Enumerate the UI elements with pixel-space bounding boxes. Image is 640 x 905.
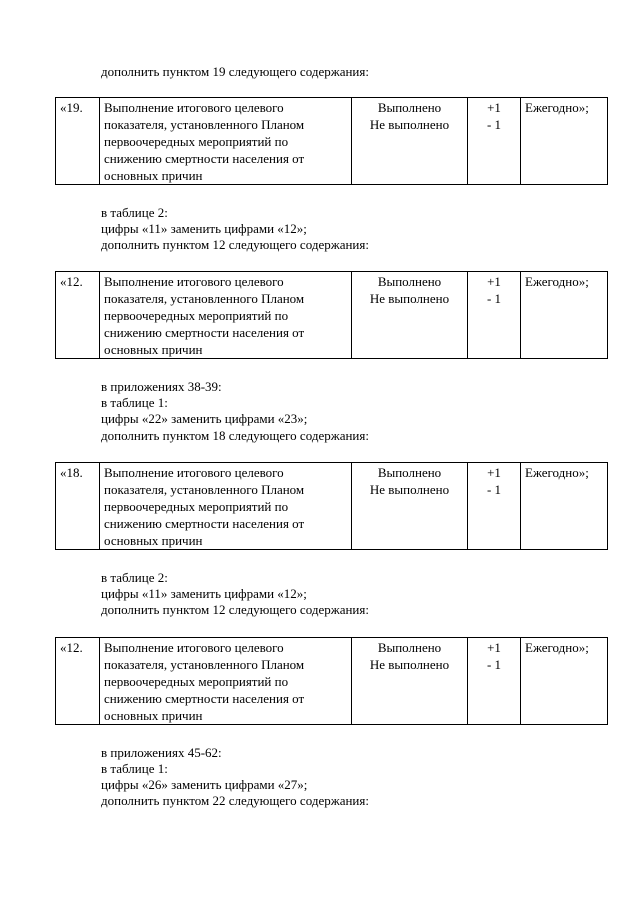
description-line: показателя, установленного Планом	[104, 482, 305, 497]
paragraph: в таблице 1:	[101, 395, 168, 410]
amendment-table-1	[55, 97, 608, 185]
paragraph: дополнить пунктом 18 следующего содержания:	[101, 428, 369, 443]
description-line: Выполнение итогового целевого	[104, 465, 284, 480]
paragraph: в таблице 2:	[101, 570, 168, 585]
table-row	[56, 638, 608, 725]
amendment-table-3	[55, 462, 608, 550]
result-not-done: Не выполнено	[369, 117, 450, 132]
description-line: Выполнение итогового целевого	[104, 640, 284, 655]
points-plus: +1	[487, 640, 501, 655]
description-line: первоочередных мероприятий по	[104, 499, 289, 514]
points-plus: +1	[487, 100, 501, 115]
paragraph: в приложениях 45-62:	[101, 745, 222, 760]
description-line: основных причин	[104, 533, 203, 548]
description-line: Выполнение итогового целевого	[104, 100, 284, 115]
item-points	[468, 463, 521, 550]
points-plus: +1	[487, 274, 501, 289]
paragraph: цифры «11» заменить цифрами «12»;	[101, 221, 307, 236]
result-not-done: Не выполнено	[369, 482, 450, 497]
item-number: «12.	[56, 272, 100, 359]
item-period: Ежегодно»;	[521, 272, 608, 359]
description-line: показателя, установленного Планом	[104, 291, 305, 306]
paragraph: цифры «22» заменить цифрами «23»;	[101, 411, 308, 426]
points-minus: - 1	[486, 117, 502, 132]
points-minus: - 1	[486, 482, 502, 497]
table-row	[56, 463, 608, 550]
amendment-table-4	[55, 637, 608, 725]
table-row	[56, 272, 608, 359]
result-done: Выполнено	[377, 100, 442, 115]
item-results	[352, 98, 468, 185]
description-line: снижению смертности населения от	[104, 691, 305, 706]
description-line: первоочередных мероприятий по	[104, 134, 289, 149]
result-not-done: Не выполнено	[369, 291, 450, 306]
description-line: первоочередных мероприятий по	[104, 308, 289, 323]
description-line: снижению смертности населения от	[104, 516, 305, 531]
item-description	[100, 638, 352, 725]
description-line: основных причин	[104, 708, 203, 723]
table-row	[56, 98, 608, 185]
result-done: Выполнено	[377, 465, 442, 480]
description-line: основных причин	[104, 342, 203, 357]
paragraph: цифры «11» заменить цифрами «12»;	[101, 586, 307, 601]
item-results	[352, 463, 468, 550]
paragraph: в таблице 2:	[101, 205, 168, 220]
points-minus: - 1	[486, 657, 502, 672]
item-points	[468, 98, 521, 185]
description-line: основных причин	[104, 168, 203, 183]
points-minus: - 1	[486, 291, 502, 306]
item-number: «12.	[56, 638, 100, 725]
description-line: показателя, установленного Планом	[104, 657, 305, 672]
paragraph: в таблице 1:	[101, 761, 168, 776]
paragraph: дополнить пунктом 12 следующего содержания:	[101, 602, 369, 617]
result-done: Выполнено	[377, 274, 442, 289]
paragraph: дополнить пунктом 19 следующего содержания:	[101, 64, 369, 79]
description-line: Выполнение итогового целевого	[104, 274, 284, 289]
points-plus: +1	[487, 465, 501, 480]
item-description	[100, 463, 352, 550]
item-number: «19.	[56, 98, 100, 185]
paragraph: дополнить пунктом 22 следующего содержания:	[101, 793, 369, 808]
amendment-table-2	[55, 271, 608, 359]
result-not-done: Не выполнено	[369, 657, 450, 672]
description-line: снижению смертности населения от	[104, 151, 305, 166]
paragraph: в приложениях 38-39:	[101, 379, 222, 394]
item-points	[468, 272, 521, 359]
item-period: Ежегодно»;	[521, 463, 608, 550]
item-period: Ежегодно»;	[521, 98, 608, 185]
description-line: показателя, установленного Планом	[104, 117, 305, 132]
paragraph: дополнить пунктом 12 следующего содержания:	[101, 237, 369, 252]
item-results	[352, 272, 468, 359]
item-description	[100, 272, 352, 359]
item-number: «18.	[56, 463, 100, 550]
item-period: Ежегодно»;	[521, 638, 608, 725]
item-description	[100, 98, 352, 185]
result-done: Выполнено	[377, 640, 442, 655]
item-results	[352, 638, 468, 725]
description-line: первоочередных мероприятий по	[104, 674, 289, 689]
paragraph: цифры «26» заменить цифрами «27»;	[101, 777, 308, 792]
item-points	[468, 638, 521, 725]
description-line: снижению смертности населения от	[104, 325, 305, 340]
